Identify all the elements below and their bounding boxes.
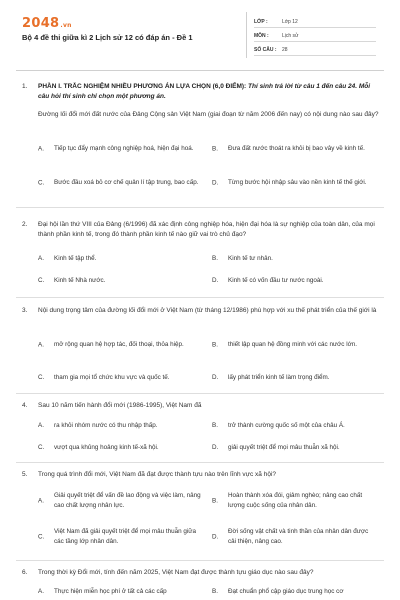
meta-value-count: 28 bbox=[282, 47, 288, 53]
option-b[interactable] bbox=[212, 587, 388, 597]
option-letter: A. bbox=[38, 422, 44, 429]
option-letter: B. bbox=[212, 496, 218, 504]
question-5 bbox=[22, 470, 382, 480]
option-letter: A. bbox=[38, 341, 44, 348]
question-divider bbox=[16, 560, 384, 561]
logo-suffix: .vn bbox=[60, 22, 72, 29]
page-title: Bộ 4 đề thi giữa kì 2 Lịch sử 12 có đáp án - Đề 1 bbox=[22, 33, 193, 42]
option-text: Đời sống vật chất và tinh thần của nhân dân được cải thiện, nâng cao. bbox=[228, 528, 369, 545]
option-c[interactable] bbox=[38, 443, 214, 453]
option-c[interactable] bbox=[38, 373, 214, 383]
option-a[interactable] bbox=[38, 254, 214, 264]
question-text: Trong thời kỳ Đổi mới, tính đến năm 2025, Việt Nam đạt được thành tựu giáo dục nào sau đây? bbox=[38, 569, 314, 576]
option-letter: A. bbox=[38, 496, 44, 504]
meta-label-subject: MÔN : bbox=[254, 33, 269, 39]
option-a[interactable] bbox=[38, 340, 204, 350]
option-text: Kinh tế tư nhân. bbox=[228, 255, 273, 262]
option-text: Giải quyết triệt để vấn đề lao động và việc làm, nâng cao chất lượng nhân lực. bbox=[54, 492, 201, 509]
option-letter: B. bbox=[212, 255, 218, 262]
option-letter: C. bbox=[38, 277, 45, 284]
option-d[interactable] bbox=[212, 443, 388, 453]
option-c[interactable] bbox=[38, 527, 204, 546]
meta-label-class: LỚP : bbox=[254, 19, 268, 25]
question-divider bbox=[16, 393, 384, 394]
option-text: ra khỏi nhóm nước có thu nhập thấp. bbox=[54, 422, 158, 429]
option-d[interactable] bbox=[212, 373, 388, 383]
option-letter: A. bbox=[38, 588, 44, 595]
question-3 bbox=[22, 306, 382, 316]
option-letter: C. bbox=[38, 532, 45, 540]
option-text: Đưa đất nước thoát ra khỏi bị bao vây về kinh tế. bbox=[228, 145, 365, 152]
option-text: Kinh tế tập thể. bbox=[54, 255, 97, 262]
option-letter: D. bbox=[212, 532, 219, 540]
option-text: trở thành cường quốc số một của châu Á. bbox=[228, 422, 345, 429]
option-a[interactable] bbox=[38, 491, 204, 510]
option-text: Kinh tế Nhà nước. bbox=[54, 277, 106, 284]
question-number: 5. bbox=[22, 471, 28, 478]
option-b[interactable] bbox=[212, 144, 378, 154]
option-a[interactable] bbox=[38, 587, 214, 597]
meta-underline bbox=[254, 55, 376, 56]
option-b[interactable] bbox=[212, 421, 388, 431]
option-letter: D. bbox=[212, 444, 219, 451]
option-letter: A. bbox=[38, 255, 44, 262]
option-d[interactable] bbox=[212, 527, 378, 546]
option-letter: A. bbox=[38, 145, 44, 152]
header-divider bbox=[246, 12, 247, 58]
option-text: Kinh tế có vốn đầu tư nước ngoài. bbox=[228, 277, 324, 284]
header-separator bbox=[16, 70, 384, 71]
option-c[interactable] bbox=[38, 276, 214, 286]
question-text: Đại hội lần thứ VIII của Đảng (6/1996) đã xác định công nghiệp hóa, hiện đại hóa là sự nghiệp của toàn dân, của mọi thành phần kinh tế, trong đó thành phần kinh tế nào giữ vai trò chủ đạo? bbox=[38, 221, 375, 238]
question-number: 4. bbox=[22, 402, 28, 409]
document-header bbox=[0, 0, 400, 66]
option-b[interactable] bbox=[212, 254, 388, 264]
question-2 bbox=[22, 220, 382, 239]
option-letter: B. bbox=[212, 588, 218, 595]
option-text: giải quyết triệt để mọi mâu thuẫn xã hội. bbox=[228, 444, 340, 451]
meta-value-subject: Lịch sử bbox=[282, 33, 299, 39]
option-text: Tiếp tục đẩy mạnh công nghiệp hoá, hiện đại hoá. bbox=[54, 145, 194, 152]
option-text: mở rộng quan hệ hợp tác, đối thoại, thỏa hiệp. bbox=[54, 341, 184, 348]
option-letter: C. bbox=[38, 374, 45, 381]
option-text: tham gia mọi tổ chức khu vực và quốc tế. bbox=[54, 374, 170, 381]
option-letter: C. bbox=[38, 179, 45, 186]
question-divider bbox=[16, 462, 384, 463]
option-b[interactable] bbox=[212, 491, 378, 510]
option-b[interactable] bbox=[212, 340, 378, 350]
option-letter: D. bbox=[212, 179, 219, 186]
option-letter: B. bbox=[212, 145, 218, 152]
option-letter: B. bbox=[212, 422, 218, 429]
section-title: PHẦN I. TRẮC NGHIỆM NHIỀU PHƯƠNG ÁN LỰA CHỌN (6,0 ĐIỂM): bbox=[38, 83, 247, 90]
question-number: 6. bbox=[22, 569, 28, 576]
option-text: Đạt chuẩn phổ cập giáo dục trung học cơ bbox=[228, 588, 344, 595]
option-text: lấy phát triển kinh tế làm trọng điểm. bbox=[228, 374, 330, 381]
section-instruction: Thí sinh trả lời từ câu 1 đến câu 24. Mỗi câu hỏi thí sinh chỉ chọn một phương án. bbox=[38, 83, 371, 100]
question-text: Sau 10 năm tiến hành đổi mới (1986-1995), Việt Nam đã bbox=[38, 402, 202, 409]
section-heading bbox=[22, 82, 382, 101]
option-c[interactable] bbox=[38, 178, 204, 188]
option-text: vượt qua khủng hoảng kinh tế-xã hội. bbox=[54, 444, 159, 451]
question-divider bbox=[16, 207, 384, 208]
question-number: 2. bbox=[22, 221, 28, 228]
option-text: Hoàn thành xóa đói, giảm nghèo; nâng cao chất lượng cuộc sống của nhân dân. bbox=[228, 492, 363, 509]
meta-underline bbox=[254, 41, 376, 42]
question-number: 3. bbox=[22, 307, 28, 314]
question-number: 1. bbox=[22, 83, 28, 90]
option-letter: B. bbox=[212, 341, 218, 348]
meta-label-count: SỐ CÂU : bbox=[254, 47, 277, 53]
option-a[interactable] bbox=[38, 144, 204, 154]
option-letter: D. bbox=[212, 277, 219, 284]
option-letter: C. bbox=[38, 444, 45, 451]
question-text: Trong quá trình đổi mới, Việt Nam đã đạt được thành tựu nào trên lĩnh vực xã hội? bbox=[38, 471, 277, 478]
meta-value-class: Lớp 12 bbox=[282, 19, 298, 25]
site-logo[interactable] bbox=[22, 16, 72, 31]
option-d[interactable] bbox=[212, 276, 388, 286]
meta-underline bbox=[254, 27, 376, 28]
logo-text: 2048 bbox=[22, 16, 60, 31]
option-text: Từng bước hội nhập sâu vào nền kinh tế thế giới. bbox=[228, 179, 367, 186]
option-text: Việt Nam đã giải quyết triệt để mọi mâu thuẫn giữa các tầng lớp nhân dân. bbox=[54, 528, 197, 545]
question-divider bbox=[16, 297, 384, 298]
question-4 bbox=[22, 401, 382, 411]
question-6 bbox=[22, 568, 382, 578]
option-d[interactable] bbox=[212, 178, 378, 188]
option-text: Thực hiện miễn học phí ở tất cả các cấp bbox=[54, 588, 167, 595]
option-text: Bước đầu xoá bỏ cơ chế quản lí tập trung, bao cấp. bbox=[54, 179, 199, 186]
option-a[interactable] bbox=[38, 421, 214, 431]
option-letter: D. bbox=[212, 374, 219, 381]
option-text: thiết lập quan hệ đồng minh với các nước lớn. bbox=[228, 341, 357, 348]
question-text: Đường lối đổi mới đất nước của Đảng Cộng sản Việt Nam (giai đoạn từ năm 2006 đến nay) có nội dung nào sau đây? bbox=[38, 111, 379, 118]
question-text: Nội dung trọng tâm của đường lối đổi mới ở Việt Nam (từ tháng 12/1986) phù hợp với xu thế phát triển của thế giới là bbox=[38, 307, 377, 314]
